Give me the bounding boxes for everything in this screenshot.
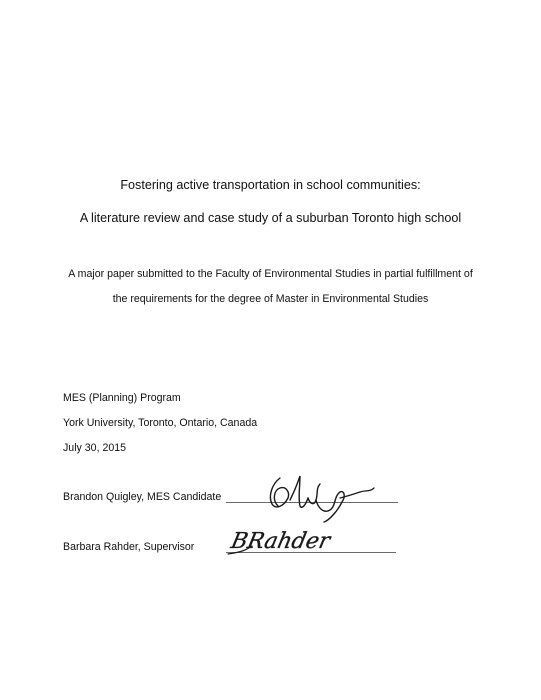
supervisor-label: Barbara Rahder, Supervisor [63,541,195,553]
university-text: York University, Toronto, Ontario, Canada [63,417,258,429]
program-text: MES (Planning) Program [63,392,181,404]
supervisor-signature-script: BRahder [228,528,333,554]
supervisor-signature-image [222,520,362,560]
title-line-1: Fostering active transportation in school communities: [120,178,421,192]
date-text: July 30, 2015 [63,442,127,454]
candidate-signature-image [250,470,380,525]
title-line-2: A literature review and case study of a suburban Toronto high school [79,211,462,225]
subtitle-line-2: the requirements for the degree of Master in Environmental Studies [112,293,429,305]
candidate-label: Brandon Quigley, MES Candidate [63,491,222,503]
subtitle-line-1: A major paper submitted to the Faculty of Environmental Studies in partial fulfillment of [68,268,473,280]
